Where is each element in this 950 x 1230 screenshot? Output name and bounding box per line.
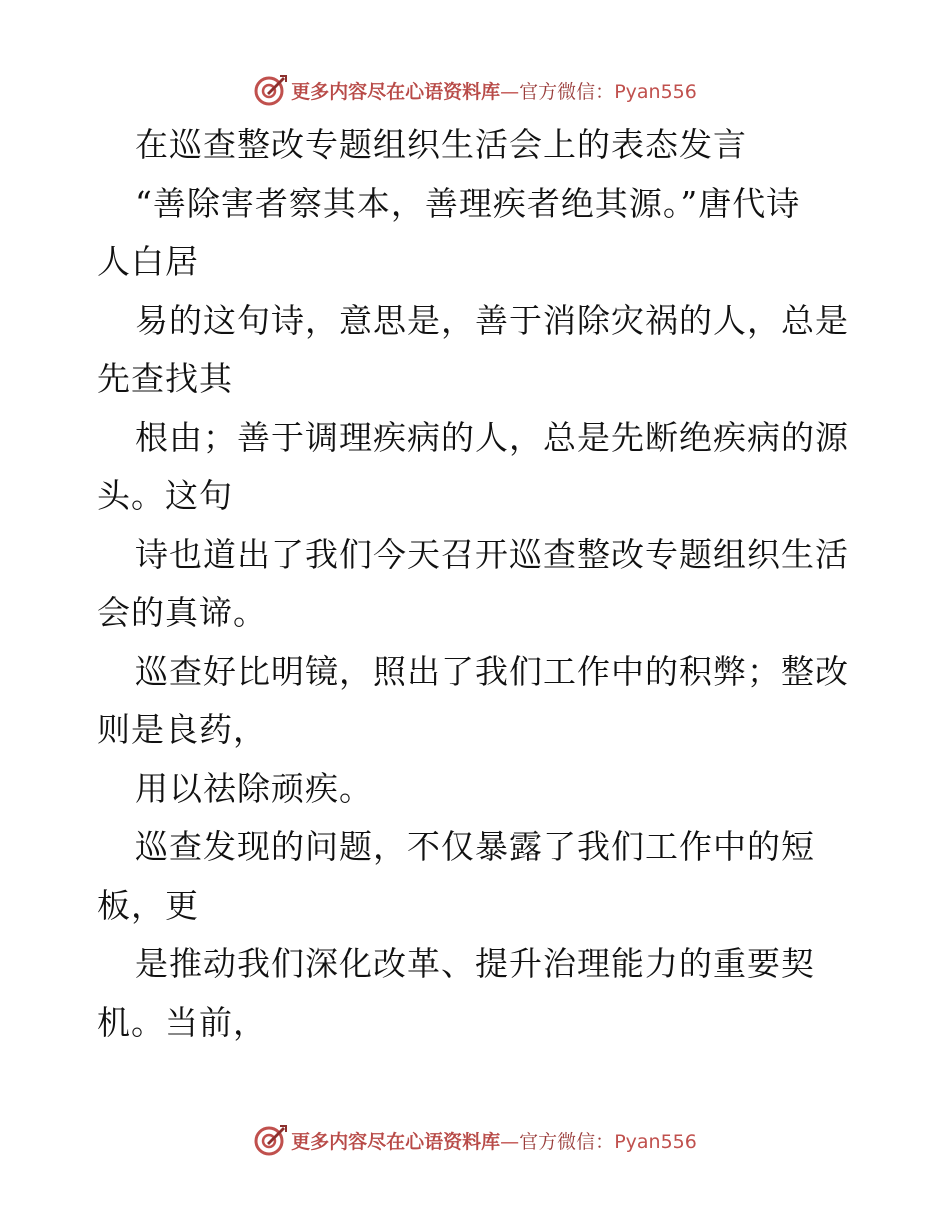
paragraph-line: 人白居 [97, 242, 199, 281]
paragraph-line: 头。这句 [97, 476, 233, 515]
brand-logo-icon [253, 1123, 287, 1157]
watermark-wechat-label: 官方微信： [519, 1130, 615, 1153]
paragraph-line: 易的这句诗，意思是，善于消除灾祸的人，总是 [135, 300, 849, 340]
watermark-wechat-id: Pyan556 [614, 80, 697, 103]
document-body [97, 116, 857, 1052]
brand-logo-icon [253, 73, 287, 107]
watermark-dash: — [500, 1130, 520, 1153]
header-watermark [0, 70, 950, 110]
paragraph-line: 板，更 [97, 885, 199, 925]
paragraph-line: 巡查发现的问题，不仅暴露了我们工作中的短 [135, 827, 815, 866]
paragraph-line: 根由；善于调理疾病的人，总是先断绝疾病的源 [135, 417, 849, 457]
watermark-text [291, 1127, 697, 1154]
document-title: 在巡查整改专题组织生活会上的表态发言 [135, 125, 747, 164]
paragraph-line: 是推动我们深化改革、提升治理能力的重要契 [135, 944, 815, 983]
paragraph-line: 则是良药， [97, 710, 267, 749]
watermark-wechat-label: 官方微信： [519, 80, 615, 103]
paragraph-line: “善除害者察其本，善理疾者绝其源。”唐代诗 [135, 183, 801, 223]
watermark-dash: — [500, 80, 520, 103]
paragraph-line: 先查找其 [97, 359, 233, 398]
paragraph-line: 会的真谛。 [97, 593, 267, 632]
watermark-main-text: 更多内容尽在心语资料库 [291, 1130, 501, 1153]
paragraph-line: 用以祛除顽疾。 [135, 768, 373, 808]
watermark-wechat-id: Pyan556 [614, 1130, 697, 1153]
paragraph-line: 巡查好比明镜，照出了我们工作中的积弊；整改 [135, 651, 849, 691]
paragraph-line: 机。当前， [97, 1002, 267, 1042]
paragraph-line: 诗也道出了我们今天召开巡查整改专题组织生活 [135, 534, 849, 574]
watermark-text [291, 77, 697, 104]
watermark-main-text: 更多内容尽在心语资料库 [291, 80, 501, 103]
footer-watermark [0, 1120, 950, 1160]
